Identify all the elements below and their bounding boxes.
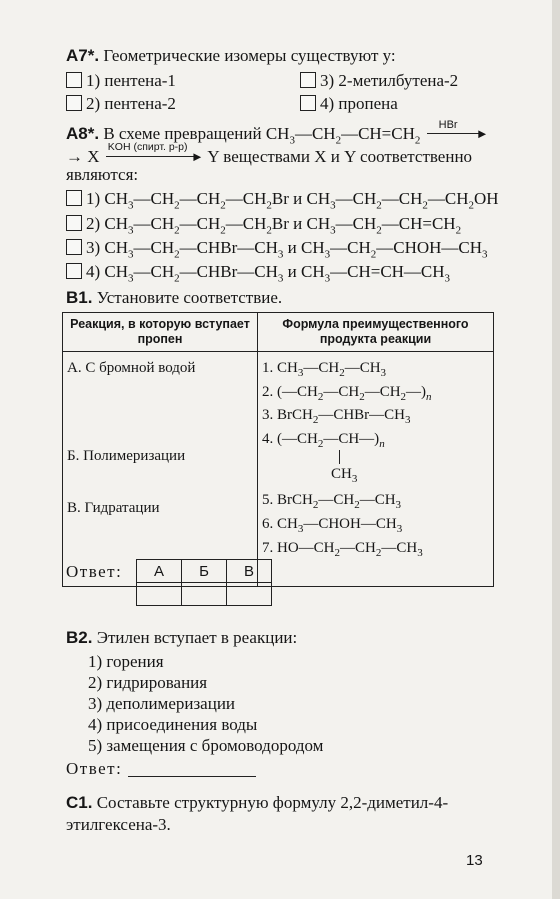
checkbox[interactable] (300, 95, 316, 111)
a7-option-2[interactable] (66, 94, 176, 114)
c1-question-line2: этилгексена-3. (66, 815, 171, 834)
b1-product-7: 7. $HO—CH_2—CH_2—CH_3$ (262, 540, 423, 559)
b1-question (66, 288, 282, 308)
answer-col-c: В (227, 560, 272, 583)
c1-number: С1. (66, 793, 93, 812)
a7-option-3[interactable] (300, 71, 458, 91)
b1-col2-header: Формула преимущественного продукта реакции (258, 313, 494, 352)
b1-products-cell (258, 352, 494, 587)
b1-answer-label: Ответ: (66, 562, 123, 581)
a7-option-3-label: 3) 2-метилбутена-2 (320, 71, 459, 90)
bond-line (339, 450, 340, 464)
answer-cell-b[interactable] (182, 583, 227, 606)
a8-option-1-label: 1) $CH_3—CH_2—CH_2—CH_2Br$ и $CH_3—CH_2—CH_2—CH_2OH$ (86, 189, 499, 212)
b2-question-text: Этилен вступает в реакции: (96, 628, 298, 647)
b1-product-4: 4. $(—CH_2—CH—)_n$ (262, 431, 385, 450)
b2-number: В2. (66, 628, 93, 647)
b1-answer-grid[interactable] (136, 559, 272, 606)
b1-question-text: Установите соответствие. (96, 288, 283, 307)
b2-option-5: 5) замещения с бромоводородом (88, 736, 324, 755)
checkbox[interactable] (66, 190, 82, 206)
c1-question-line1: Составьте структурную формулу 2,2-диметил-4- (96, 793, 449, 812)
a8-question-end2: являются: (66, 165, 139, 184)
long-arrow-icon: KOH (спирт. р-р) ► (104, 144, 204, 164)
a8-question-end: Y веществами X и Y соответственно (207, 147, 473, 166)
a8-question-cont (66, 141, 473, 167)
b1-product-3: 3. $BrCH_2—CHBr—CH_3$ (262, 407, 411, 426)
arrow-icon: HBr ► (425, 121, 489, 141)
b2-question (66, 628, 297, 648)
a7-option-1[interactable] (66, 71, 176, 91)
b1-match-table (62, 312, 494, 587)
c1-question (66, 793, 448, 813)
a8-option-4-label: 4) $CH_3—CH_2—CHBr—CH_3$ и $CH_3—CH=CH—CH_3$ (86, 262, 451, 285)
b2-option-1: 1) горения (88, 652, 164, 671)
a8-option-2-label: 2) $CH_3—CH_2—CH_2—CH_2Br$ и $CH_3—CH_2—CH=CH_2$ (86, 214, 462, 237)
page-edge (552, 0, 560, 899)
a8-x-letter: X (87, 147, 100, 166)
a8-option-3-label: 3) $CH_3—CH_2—CHBr—CH_3$ и $CH_3—CH_2—CHOH—CH_3$ (86, 238, 488, 261)
a7-question-text: Геометрические изомеры существуют у: (103, 46, 396, 65)
a7-option-4-label: 4) пропена (320, 94, 398, 113)
a7-number: А7*. (66, 46, 100, 65)
b2-option-3: 3) деполимеризации (88, 694, 236, 713)
b1-reaction-a: А. С бромной водой (67, 360, 196, 376)
b2-option-2: 2) гидрирования (88, 673, 208, 692)
answer-cell-a[interactable] (137, 583, 182, 606)
b2-answer-label: Ответ: (66, 759, 123, 778)
a7-option-4[interactable] (300, 94, 398, 114)
b1-number: В1. (66, 288, 93, 307)
a7-option-2-label: 2) пентена-2 (86, 94, 176, 113)
a8-question-start: В схеме превращений (103, 124, 262, 143)
b1-reaction-c: В. Гидратации (67, 500, 160, 516)
b2-option-4: 4) присоединения воды (88, 715, 258, 734)
a8-reagent-2: KOH (спирт. р-р) (107, 141, 188, 153)
b1-reactions-cell (63, 352, 258, 587)
checkbox[interactable] (66, 263, 82, 279)
b1-product-5: 5. $BrCH_2—CH_2—CH_3$ (262, 492, 402, 511)
checkbox[interactable] (66, 215, 82, 231)
b1-product-1: 1. $CH_3—CH_2—CH_3$ (262, 360, 387, 379)
a8-reagent-1: HBr (438, 119, 458, 131)
checkbox[interactable] (66, 72, 82, 88)
a8-option-3[interactable] (66, 238, 488, 261)
b2-answer (66, 759, 256, 779)
a8-number: А8*. (66, 124, 100, 143)
a8-option-2[interactable] (66, 214, 462, 237)
checkbox[interactable] (300, 72, 316, 88)
a8-scheme-formula: $CH_3—CH_2—CH=CH_2$ (265, 124, 421, 147)
checkbox[interactable] (66, 239, 82, 255)
b1-reaction-b: Б. Полимеризации (67, 448, 186, 464)
answer-col-b: Б (182, 560, 227, 583)
a8-option-4[interactable] (66, 262, 451, 285)
arrow-icon: → (66, 147, 83, 166)
checkbox[interactable] (66, 95, 82, 111)
page-number: 13 (466, 852, 483, 869)
b1-col1-header: Реакция, в которую вступает пропен (63, 313, 258, 352)
a7-option-1-label: 1) пентена-1 (86, 71, 176, 90)
answer-col-a: А (137, 560, 182, 583)
a8-option-1[interactable] (66, 189, 499, 212)
b1-product-2: 2. $(—CH_2—CH_2—CH_2—)_n$ (262, 384, 432, 403)
b2-answer-field[interactable] (128, 762, 256, 777)
answer-cell-c[interactable] (227, 583, 272, 606)
a7-question (66, 46, 396, 66)
b1-product-4-branch: $CH_3$ (331, 466, 358, 485)
b1-product-6: 6. $CH_3—CHOH—CH_3$ (262, 516, 403, 535)
